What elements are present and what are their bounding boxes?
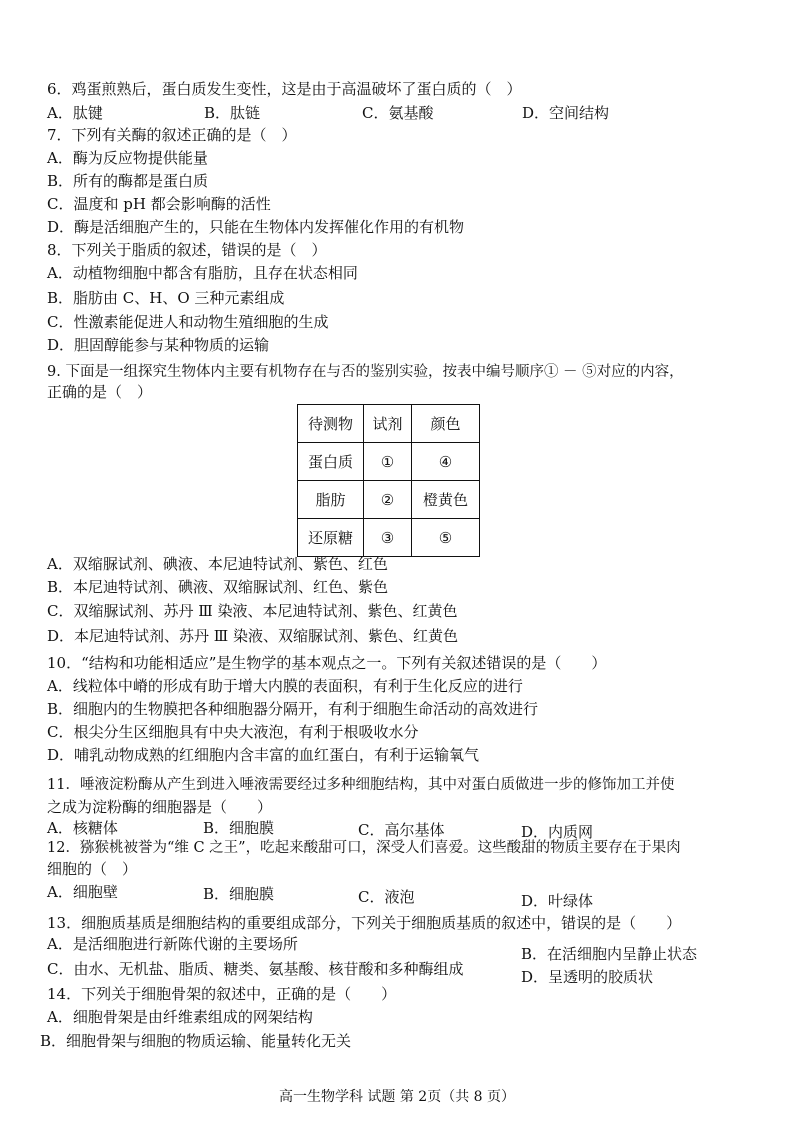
table-cell: ③	[364, 519, 412, 557]
q6-option-a: A．肽键	[47, 104, 103, 122]
q11-option-a: A．核糖体	[47, 819, 118, 837]
q10-option-c: C．根尖分生区细胞具有中央大液泡，有利于根吸收水分	[47, 723, 419, 741]
q7-option-d: D．酶是活细胞产生的，只能在生物体内发挥催化作用的有机物	[47, 218, 465, 236]
q12-option-a: A．细胞壁	[47, 883, 118, 901]
q8-option-d: D．胆固醇能参与某种物质的运输	[47, 336, 270, 354]
q12-stem-line1: 12．猕猴桃被誉为“维 C 之王”，吃起来酸甜可口，深受人们喜爱。这些酸甜的物质主要存在于果肉	[47, 840, 681, 856]
table-row	[298, 481, 480, 519]
q11-option-d: D．内质网	[521, 823, 594, 841]
q10-stem: 10．“结构和功能相适应”是生物学的基本观点之一。下列有关叙述错误的是（ ）	[47, 654, 607, 672]
q6-option-d: D．空间结构	[522, 104, 610, 122]
q8-option-a: A．动植物细胞中都含有脂肪，且存在状态相同	[47, 264, 358, 282]
page-footer: 高一生物学科 试题 第 2页（共 8 页）	[278, 1089, 516, 1105]
q14-option-b: B．细胞骨架与细胞的物质运输、能量转化无关	[40, 1032, 352, 1050]
table-header-cell: 试剂	[364, 405, 412, 443]
q11-option-b: B．细胞膜	[203, 819, 275, 837]
q12-stem-line2: 细胞的（ ）	[47, 860, 138, 878]
q7-stem: 7．下列有关酶的叙述正确的是（ ）	[47, 126, 297, 144]
q9-stem-line1: 9. 下面是一组探究生物体内主要有机物存在与否的鉴别实验，按表中编号顺序① － ⑤对应的内容，	[47, 364, 684, 380]
table-cell: 橙黄色	[412, 481, 480, 519]
q9-option-a: A．双缩脲试剂、碘液、本尼迪特试剂、紫色、红色	[47, 555, 388, 573]
q8-option-c: C．性激素能促进人和动物生殖细胞的生成	[47, 313, 329, 331]
table-cell: ①	[364, 443, 412, 481]
q13-option-c: C．由水、无机盐、脂质、糖类、氨基酸、核苷酸和多种酶组成	[47, 960, 464, 978]
q9-table	[297, 404, 480, 557]
table-header-cell: 待测物	[298, 405, 364, 443]
q7-option-c: C．温度和 pH 都会影响酶的活性	[47, 195, 271, 213]
q9-stem-line2: 正确的是（ ）	[47, 383, 153, 401]
q9-option-b: B．本尼迪特试剂、碘液、双缩脲试剂、红色、紫色	[47, 578, 389, 596]
q12-option-c: C．液泡	[358, 888, 415, 906]
table-cell: ④	[412, 443, 480, 481]
q11-stem-line1: 11．唾液淀粉酶从产生到进入唾液需要经过多种细胞结构，其中对蛋白质做进一步的修饰加工并使	[47, 777, 675, 793]
q10-option-a: A．线粒体中嵴的形成有助于增大内膜的表面积，有利于生化反应的进行	[47, 677, 523, 695]
table-cell: ⑤	[412, 519, 480, 557]
q13-option-d: D．呈透明的胶质状	[521, 968, 654, 986]
table-header-row	[298, 405, 480, 443]
q8-stem: 8．下列关于脂质的叙述，错误的是（ ）	[47, 241, 327, 259]
q6-option-b: B．肽链	[204, 104, 261, 122]
table-cell: 蛋白质	[298, 443, 364, 481]
table-cell: 还原糖	[298, 519, 364, 557]
q6-stem: 6．鸡蛋煎熟后，蛋白质发生变性，这是由于高温破坏了蛋白质的（ ）	[47, 80, 522, 98]
table-row	[298, 443, 480, 481]
q7-option-b: B．所有的酶都是蛋白质	[47, 172, 209, 190]
table-row	[298, 519, 480, 557]
q14-option-a: A．细胞骨架是由纤维素组成的网架结构	[47, 1008, 313, 1026]
q13-option-b: B．在活细胞内呈静止状态	[521, 945, 698, 963]
q11-option-c: C．高尔基体	[358, 821, 445, 839]
q9-option-d: D．本尼迪特试剂、苏丹 Ⅲ 染液、双缩脲试剂、紫色、红黄色	[47, 627, 459, 645]
q12-option-b: B．细胞膜	[203, 885, 275, 903]
table-cell: 脂肪	[298, 481, 364, 519]
table-header-cell: 颜色	[412, 405, 480, 443]
q14-stem: 14．下列关于细胞骨架的叙述中，正确的是（ ）	[47, 985, 397, 1003]
table-cell: ②	[364, 481, 412, 519]
q8-option-b: B．脂肪由 C、H、O 三种元素组成	[47, 289, 285, 307]
q11-stem-line2: 之成为淀粉酶的细胞器是（ ）	[47, 798, 273, 816]
q13-stem: 13．细胞质基质是细胞结构的重要组成部分，下列关于细胞质基质的叙述中，错误的是（ ）	[47, 914, 682, 932]
q10-option-b: B．细胞内的生物膜把各种细胞器分隔开，有利于细胞生命活动的高效进行	[47, 700, 539, 718]
q10-option-d: D．哺乳动物成熟的红细胞内含丰富的血红蛋白，有利于运输氧气	[47, 746, 480, 764]
q12-option-d: D．叶绿体	[521, 892, 594, 910]
q13-option-a: A．是活细胞进行新陈代谢的主要场所	[47, 935, 298, 953]
q9-option-c: C．双缩脲试剂、苏丹 Ⅲ 染液、本尼迪特试剂、紫色、红黄色	[47, 602, 458, 620]
q6-option-c: C．氨基酸	[362, 104, 434, 122]
q7-option-a: A．酶为反应物提供能量	[47, 149, 208, 167]
